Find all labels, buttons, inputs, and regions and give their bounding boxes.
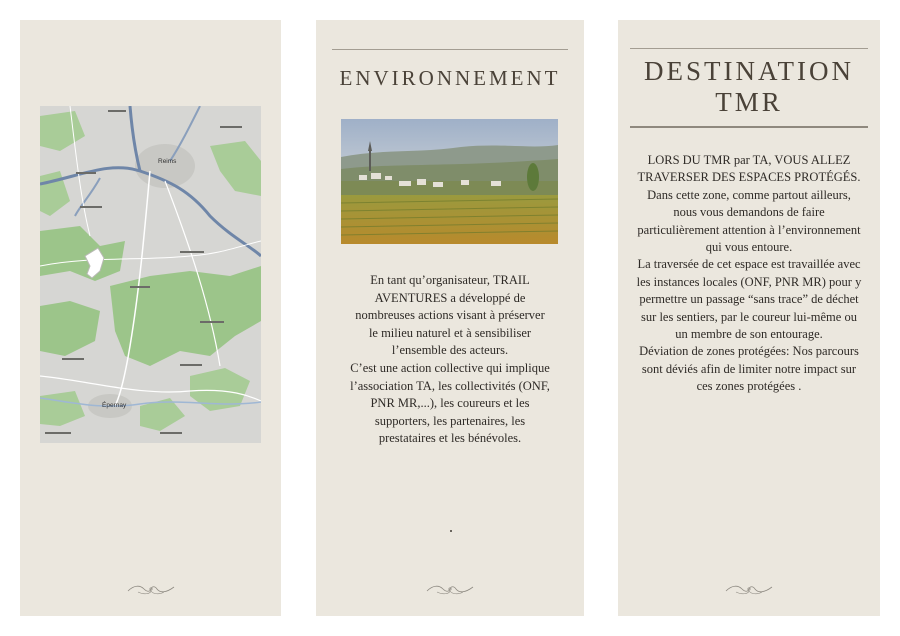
- region-map: [40, 106, 261, 443]
- destination-paragraph-3: La traversée de cet espace est travaillée avec les instances locales (ONF, PNR MR) pour y permettre un passage “sans trace” de déchet sur les sentiers, par le coureur lui-même ou un membre de son entourage.: [636, 257, 862, 342]
- stray-dot: [450, 530, 452, 532]
- region-map-graphic: [40, 106, 261, 443]
- section-title: ENVIRONNEMENT: [339, 66, 561, 90]
- destination-title: [618, 56, 880, 118]
- environment-paragraph-1: En tant qu’organisateur, TRAIL AVENTURES a développé de nombreuses actions visant à préserver le milieu naturel et à sensibiliser l’ensemble des acteurs.: [355, 273, 545, 358]
- middle-panel: [316, 20, 584, 616]
- flourish-ornament-icon: [724, 582, 774, 596]
- flourish-ornament-icon: [425, 582, 475, 596]
- destination-title-line1: DESTINATION: [644, 56, 854, 86]
- title-underline: [630, 126, 868, 128]
- destination-title-line2: TMR: [715, 87, 783, 117]
- environment-text: [350, 272, 550, 448]
- top-rule: [630, 48, 868, 49]
- environment-paragraph-2: C’est une action collective qui implique l’association TA, les collectivités (ONF, PNR MR,...), les coureurs et les supporters, les partenaires, les prestataires et les bénévoles.: [350, 360, 550, 446]
- map-label-epernay: Épernay: [102, 402, 127, 409]
- top-rule: [332, 49, 568, 50]
- left-panel: [20, 20, 281, 616]
- vineyard-village-photo: [341, 119, 558, 244]
- right-panel: [618, 20, 880, 616]
- vineyard-photo-graphic: [341, 119, 558, 244]
- flourish-ornament-icon: [126, 582, 176, 596]
- map-label-reims: Reims: [158, 158, 177, 165]
- destination-paragraph-2: Dans cette zone, comme partout ailleurs, nous vous demandons de faire particulièrement attention à l’environnement qui vous entoure.: [637, 187, 861, 255]
- destination-paragraph-4: Déviation de zones protégées: Nos parcours sont déviés afin de limiter notre impact sur ces zones protégées .: [639, 344, 859, 394]
- destination-text: [636, 152, 862, 396]
- destination-paragraph-1: LORS DU TMR par TA, VOUS ALLEZ TRAVERSER DES ESPACES PROTÉGÉS.: [637, 153, 861, 185]
